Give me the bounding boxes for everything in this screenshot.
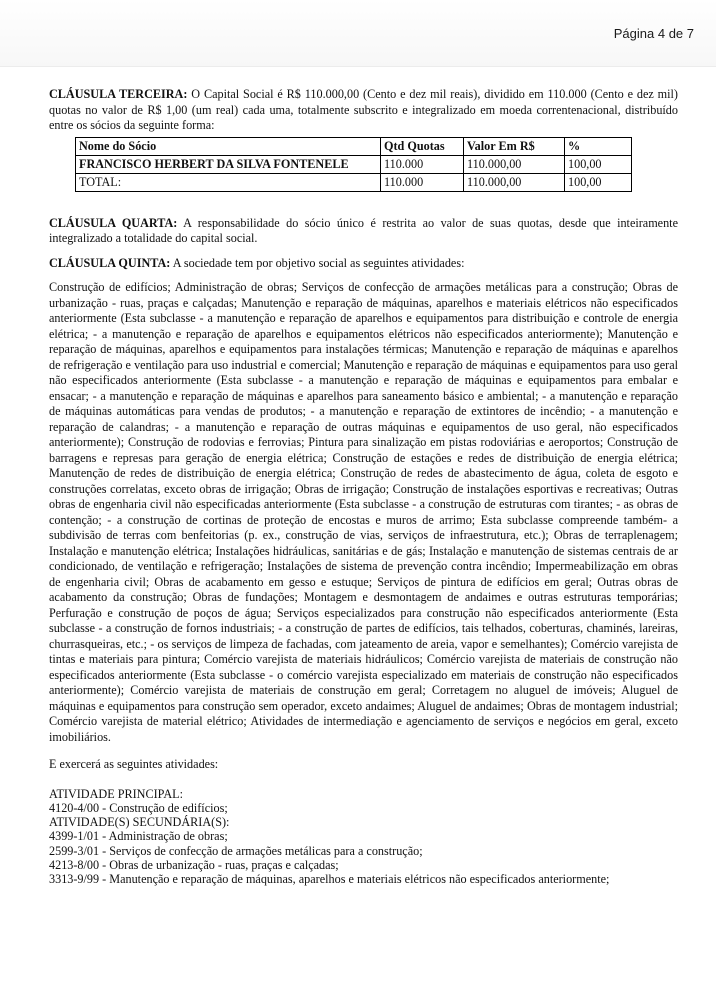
cell-socio-nome: FRANCISCO HERBERT DA SILVA FONTENELE bbox=[76, 155, 381, 173]
list-item: 2599-3/01 - Serviços de confecção de armações metálicas para a construção; bbox=[49, 843, 423, 858]
clausula-terceira-text: O Capital Social é R$ 110.000,00 (Cento e dez mil reais), dividido em 110.000 (Cento e dez mil) quotas no valor de R$ 1,00 (um real) cada uma, totalmente subscrito e integralizado em moeda correntenacional, distribuído entre os sócios da seguinte forma: bbox=[49, 87, 678, 132]
cell-socio-valor: 110.000,00 bbox=[464, 155, 565, 173]
clausula-terceira-title: CLÁUSULA TERCEIRA: bbox=[49, 87, 188, 101]
table-header-row bbox=[76, 137, 632, 155]
clausula-quarta-text: A responsabilidade do sócio único é restrita ao valor de suas quotas, desde que inteiramente integralizado a totalidade do capital social. bbox=[49, 215, 678, 245]
cell-total-valor: 110.000,00 bbox=[464, 173, 565, 191]
cell-socio-quotas: 110.000 bbox=[381, 155, 464, 173]
header-qtd-quotas: Qtd Quotas bbox=[381, 137, 464, 155]
list-item: ATIVIDADE(S) SECUNDÁRIA(S): bbox=[49, 815, 230, 830]
cell-total-quotas: 110.000 bbox=[381, 173, 464, 191]
list-item: ATIVIDADE PRINCIPAL: bbox=[49, 786, 183, 801]
clausula-quinta bbox=[49, 256, 678, 272]
objeto-social-paragraph: Construção de edifícios; Administração de obras; Serviços de confecção de armações metálicas para a construção; Obras de urbanização - ruas, praças e calçadas; Manutenção e reparação de máquinas, aparelhos e materiais elétricos não especificados anteriormente (Esta subclasse - a manutenção e reparação de aparelhos e equipamentos para distribuição e controle de energia elétrica; - a manutenção e reparação de aparelhos e equipamentos elétricos não especificados anteriormente); Manutenção e reparação de máquinas, aparelhos e equipamentos para instalações térmicas; Manutenção e reparação de máquinas e aparelhos de refrigeração e ventilação para uso industrial e comercial; Manutenção e reparação de máquinas e equipamentos para uso geral não especificados anteriormente (Esta subclasse - a manutenção e reparação de máquinas e equipamentos para embalar e ensacar; - a manutenção e reparação de máquinas e aparelhos para saneamento básico e ambiental; - a manutenção e reparação de máquinas automáticas para vendas de produtos; - a manutenção e reparação de extintores de incêndio; - a manutenção e reparação de calandras; - a manutenção e reparação de outras máquinas e equipamentos de uso geral, não especificados anteriormente); Construção de rodovias e ferrovias; Pintura para sinalização em pistas rodoviárias e aeroportos; Construção de barragens e represas para geração de energia elétrica; Construção de estações e redes de distribuição de energia elétrica; Manutenção de redes de distribuição de energia elétrica; Construção de redes de abastecimento de água, coleta de esgoto e construções correlatas, exceto obras de irrigação; Obras de irrigação; Construção de instalações esportivas e recreativas; Outras obras de engenharia civil não especificadas anteriormente (Esta subclasse - a construção de estruturas com tirantes; - as obras de contenção; - a construção de cortinas de proteção de encostas e muros de arrimo; Esta subclasse compreende também- a subdivisão de terras com benfeitorias (p. ex., construção de vias, serviços de infraestrutura, etc.); Obras de terraplenagem; Instalação e manutenção elétrica; Instalações hidráulicas, sanitárias e de gás; Instalação e manutenção de sistemas centrais de ar condicionado, de ventilação e refrigeração; Instalações de sistema de prevenção contra incêndio; Impermeabilização em obras de engenharia civil; Obras de acabamento em gesso e estuque; Serviços de pintura de edifícios em geral; Outras obras de acabamento da construção; Obras de fundações; Montagem e desmontagem de andaimes e outras estruturas temporárias; Perfuração e construção de poços de água; Serviços especializados para construção não especificados anteriormente (Esta subclasse - a construção de fornos industriais; - a construção de partes de edifícios, tais telhados, coberturas, chaminés, lareiras, churrasqueiras, etc.; - os serviços de limpeza de fachadas, com jateamento de areia, vapor e semelhantes); Comércio varejista de tintas e materiais para pintura; Comércio varejista de materiais hidráulicos; Comércio varejista de materiais de construção não especificados anteriormente (Esta subclasse - o comércio varejista especializado em materiais de construção não especificados anteriormente); Comércio varejista de materiais de construção em geral; Corretagem no aluguel de imóveis; Aluguel de máquinas e equipamentos para construção sem operador, exceto andaimes; Aluguel de andaimes; Obras de montagem industrial; Comércio varejista de material elétrico; Atividades de intermediação e agenciamento de serviços e negócios em geral, exceto imobiliários. bbox=[49, 280, 678, 744]
list-item: 3313-9/99 - Manutenção e reparação de máquinas, aparelhos e materiais elétricos não especificados anteriormente; bbox=[49, 872, 610, 887]
clausula-quarta-title: CLÁUSULA QUARTA: bbox=[49, 215, 178, 230]
page-number: Página 4 de 7 bbox=[613, 26, 694, 41]
cell-total-label: TOTAL: bbox=[76, 173, 381, 191]
clausula-quinta-title: CLÁUSULA QUINTA: bbox=[49, 255, 171, 270]
cell-socio-percent: 100,00 bbox=[565, 155, 632, 173]
page-header bbox=[0, 0, 716, 67]
list-item: 4120-4/00 - Construção de edifícios; bbox=[49, 800, 228, 815]
list-item: 4213-8/00 - Obras de urbanização - ruas, praças e calçadas; bbox=[49, 857, 339, 872]
exercera-line: E exercerá as seguintes atividades: bbox=[49, 757, 219, 771]
cell-total-percent: 100,00 bbox=[565, 173, 632, 191]
quotas-table bbox=[75, 137, 632, 192]
document-body bbox=[49, 87, 678, 887]
clausula-terceira bbox=[49, 87, 678, 134]
list-item: 4399-1/01 - Administração de obras; bbox=[49, 829, 228, 844]
table-row-total bbox=[76, 173, 632, 191]
clausula-quinta-text: A sociedade tem por objetivo social as seguintes atividades: bbox=[170, 255, 465, 270]
header-percent: % bbox=[565, 137, 632, 155]
atividades-list bbox=[49, 787, 678, 887]
clausula-quarta bbox=[49, 216, 678, 247]
table-row bbox=[76, 155, 632, 173]
header-valor: Valor Em R$ bbox=[464, 137, 565, 155]
header-nome-socio: Nome do Sócio bbox=[76, 137, 381, 155]
